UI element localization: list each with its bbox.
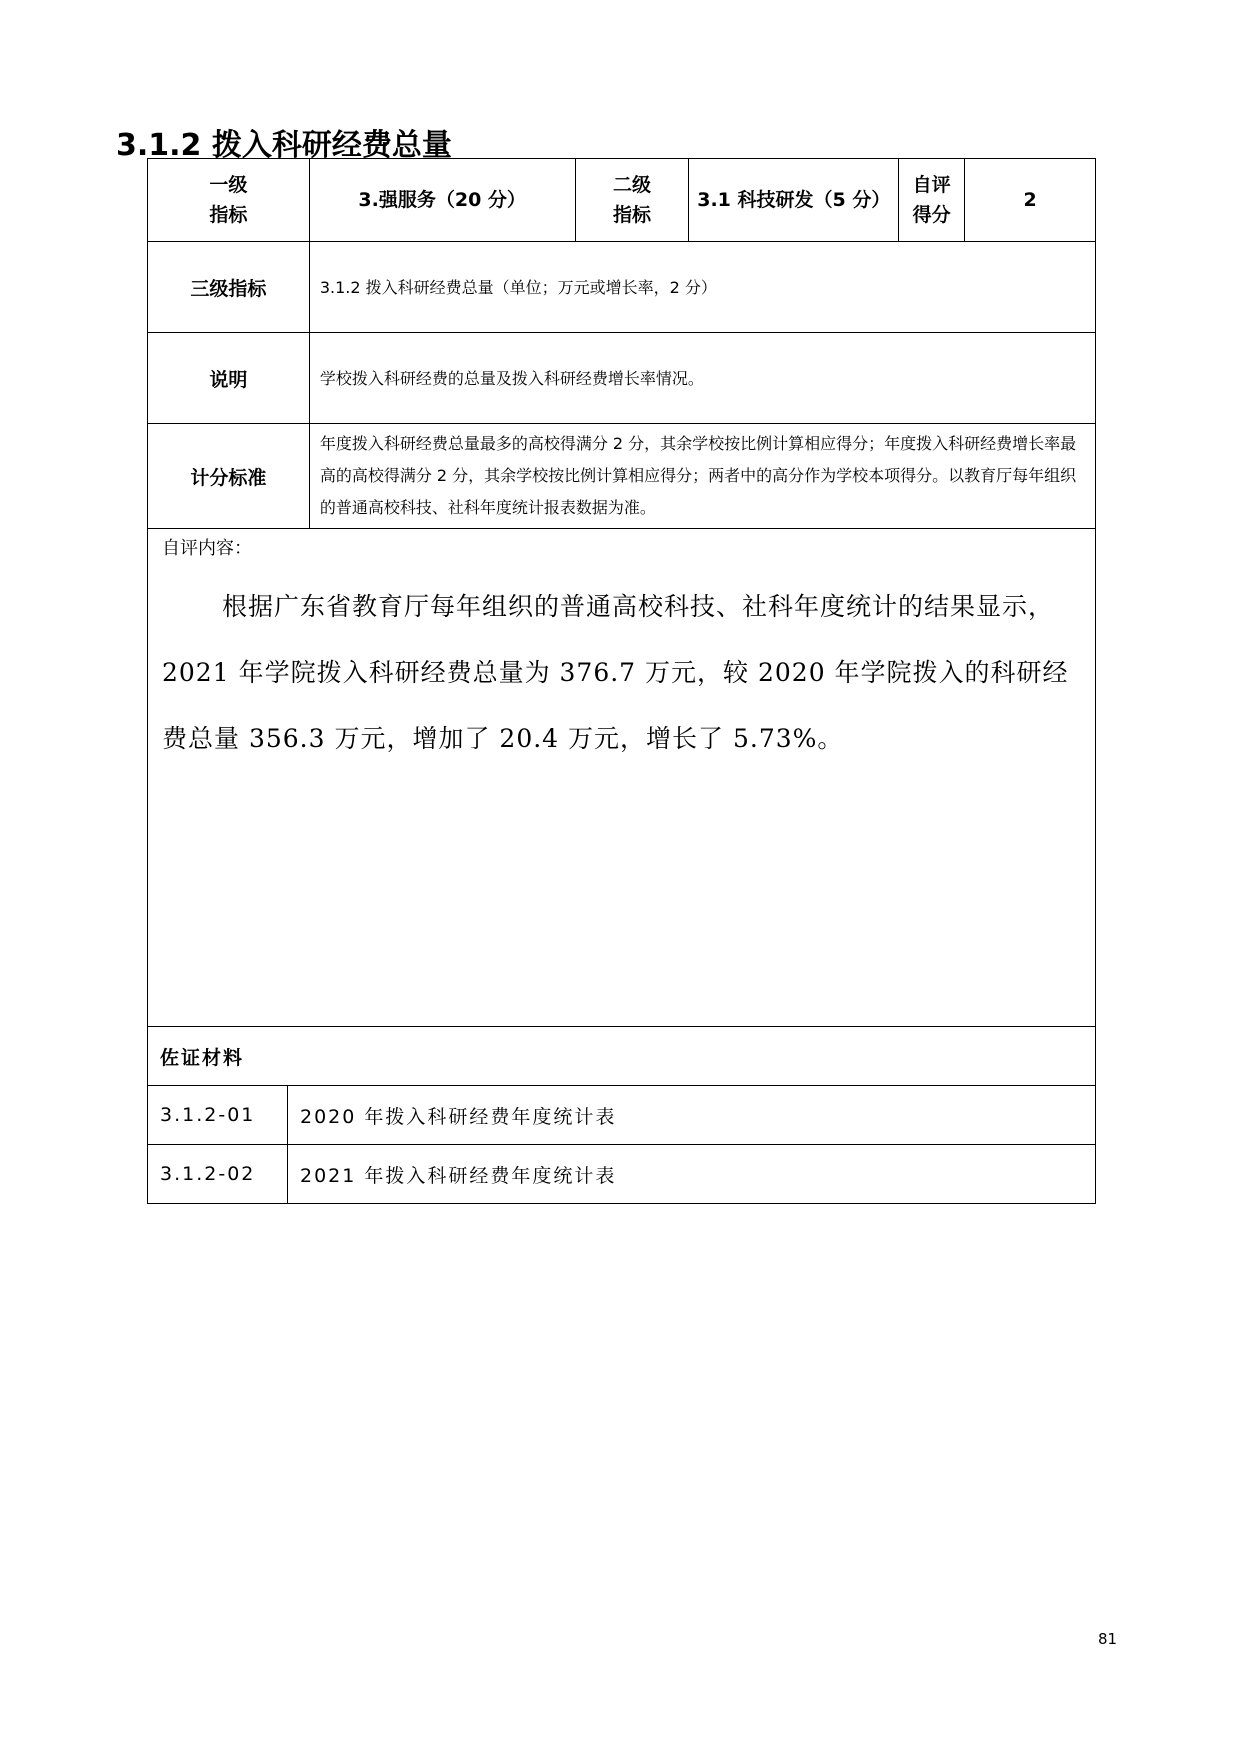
table-row	[148, 1086, 1096, 1145]
level3-label: 三级指标	[148, 242, 310, 333]
level1-label-line2: 指标	[209, 204, 248, 226]
evidence-code: 3.1.2-01	[148, 1086, 288, 1145]
level2-label-line2: 指标	[612, 204, 651, 226]
page-number: 81	[1098, 1630, 1118, 1648]
self-evaluation-box	[147, 522, 1096, 1027]
level1-label-line1: 一级	[209, 174, 248, 196]
self-score-label-line1: 自评	[912, 174, 951, 196]
level2-label-cell	[575, 159, 689, 242]
self-score-value: 2	[965, 159, 1096, 242]
self-evaluation-body: 根据广东省教育厅每年组织的普通高校科技、社科年度统计的结果显示，2021 年学院拨入科研经费总量为 376.7 万元，较 2020 年学院拨入的科研经费总量 356.3 万元，增加了 20.4 万元，增长了 5.73%。	[162, 592, 1069, 753]
level3-value: 3.1.2 拨入科研经费总量（单位；万元或增长率，2 分）	[309, 242, 1095, 333]
page-heading: 3.1.2 拨入科研经费总量	[116, 128, 452, 163]
level1-label-cell	[148, 159, 310, 242]
description-value: 学校拨入科研经费的总量及拨入科研经费增长率情况。	[309, 333, 1095, 424]
criteria-label: 计分标准	[148, 424, 310, 529]
evidence-name: 2021 年拨入科研经费年度统计表	[288, 1145, 1096, 1204]
description-label: 说明	[148, 333, 310, 424]
level1-value: 3.强服务（20 分）	[309, 159, 575, 242]
indicator-table	[147, 158, 1096, 529]
self-score-label-cell	[899, 159, 965, 242]
evidence-code: 3.1.2-02	[148, 1145, 288, 1204]
table-row	[148, 1145, 1096, 1204]
self-evaluation-label: 自评内容：	[162, 538, 252, 559]
level2-value: 3.1 科技研发（5 分）	[689, 159, 899, 242]
evidence-table	[147, 1026, 1096, 1204]
self-score-label-line2: 得分	[912, 204, 951, 226]
evidence-name: 2020 年拨入科研经费年度统计表	[288, 1086, 1096, 1145]
level2-label-line1: 二级	[612, 174, 651, 196]
criteria-value: 年度拨入科研经费总量最多的高校得满分 2 分，其余学校按比例计算相应得分；年度拨入科研经费增长率最高的高校得满分 2 分，其余学校按比例计算相应得分；两者中的高分作为学校本项得分。以教育厅每年组织的普通高校科技、社科年度统计报表数据为准。	[309, 424, 1095, 529]
evidence-title: 佐证材料	[148, 1027, 1096, 1086]
